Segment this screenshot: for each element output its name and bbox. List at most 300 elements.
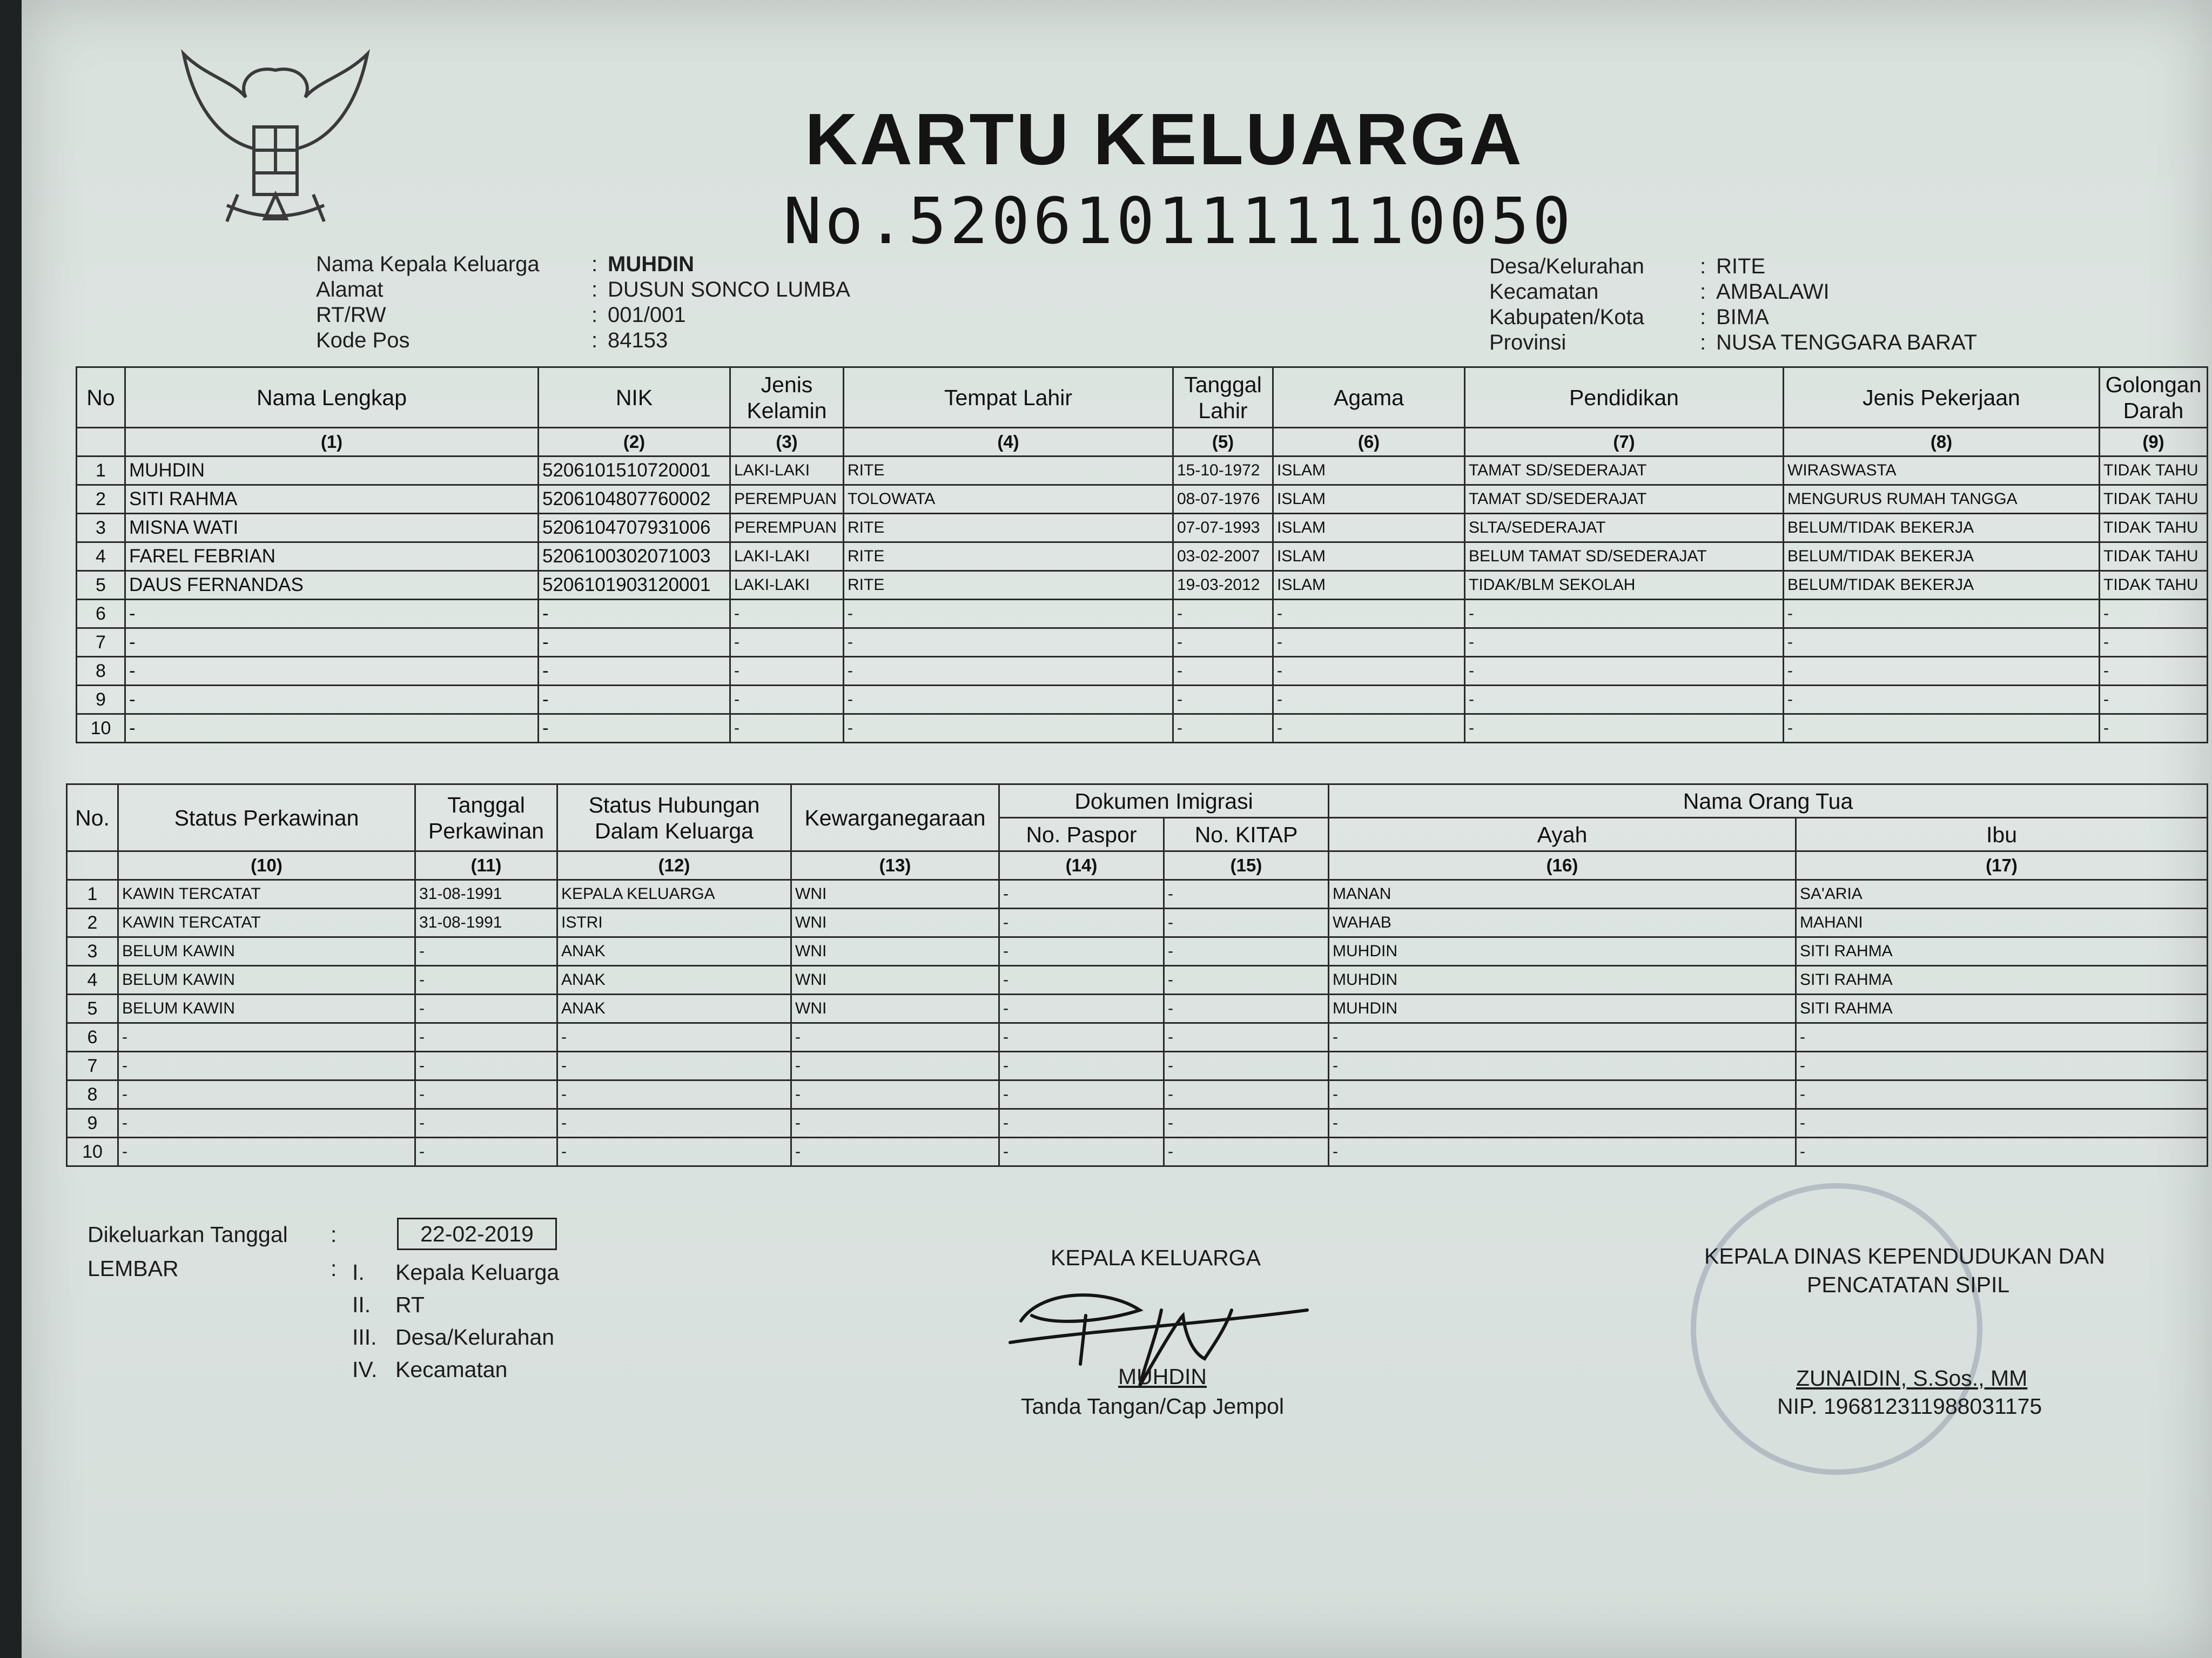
cell-birthplace: RITE	[844, 571, 1173, 600]
cell-religion: ISLAM	[1273, 514, 1465, 542]
status-row	[67, 1052, 2208, 1080]
cell-education: -	[1465, 714, 1784, 743]
cell-gender: -	[730, 657, 844, 686]
member-row	[77, 514, 2208, 542]
cell-mother: SITI RAHMA	[1796, 937, 2208, 966]
cell-passport: -	[999, 1023, 1164, 1052]
cell-marital-status: BELUM KAWIN	[118, 937, 415, 966]
cell-citizenship: WNI	[791, 880, 999, 909]
cell-education: BELUM TAMAT SD/SEDERAJAT	[1465, 542, 1784, 571]
member-row	[77, 657, 2208, 686]
cell-kitap: -	[1164, 880, 1329, 909]
members-table	[76, 366, 2208, 743]
col-header-religion: Agama	[1273, 367, 1465, 428]
cell-name: MUHDIN	[125, 457, 539, 485]
cell-family-relation: -	[557, 1109, 791, 1138]
cell-gender: -	[730, 686, 844, 714]
cell-blood-type: TIDAK TAHU	[2100, 485, 2208, 514]
cell-nik: 5206101903120001	[539, 571, 730, 600]
lembar-label: LEMBAR	[88, 1256, 179, 1281]
cell-blood-type: -	[2100, 686, 2208, 714]
col-header-education: Pendidikan	[1465, 367, 1784, 428]
lembar-text: Kecamatan	[395, 1357, 508, 1382]
cell-mother: -	[1796, 1109, 2208, 1138]
status-row	[67, 1138, 2208, 1166]
cell-family-relation: KEPALA KELUARGA	[557, 880, 791, 909]
cell-passport: -	[999, 909, 1164, 937]
cell-birthdate: -	[1173, 714, 1273, 743]
info-colon: :	[1700, 280, 1706, 304]
card-number: No.5206101111110050	[783, 184, 1574, 258]
col-number: (14)	[999, 851, 1164, 880]
cell-marital-status: -	[118, 1138, 415, 1166]
cell-occupation: -	[1784, 686, 2100, 714]
head-of-family-name: MUHDIN	[1118, 1364, 1207, 1389]
cell-family-relation: ANAK	[557, 995, 791, 1023]
cell-no: 1	[67, 880, 118, 909]
info-value-head-name: MUHDIN	[608, 252, 694, 276]
cell-marital-status: KAWIN TERCATAT	[118, 909, 415, 937]
cell-father: -	[1329, 1138, 1796, 1166]
cell-religion: -	[1273, 686, 1465, 714]
info-row-postcode	[316, 328, 850, 353]
lembar-colon: :	[331, 1256, 337, 1281]
status-row	[67, 995, 2208, 1023]
cell-father: MUHDIN	[1329, 937, 1796, 966]
col-number: (17)	[1796, 851, 2208, 880]
lembar-num: I.	[352, 1260, 365, 1285]
cell-no: 9	[67, 1109, 118, 1138]
official-nip: NIP. 196812311988031175	[1777, 1394, 2042, 1419]
col-number: (7)	[1465, 428, 1784, 457]
col-number: (9)	[2100, 428, 2208, 457]
info-row-district	[1489, 279, 1977, 305]
cell-birthdate: -	[1173, 657, 1273, 686]
col-number: (1)	[125, 428, 539, 457]
member-row	[77, 542, 2208, 571]
info-value-address: DUSUN SONCO LUMBA	[608, 278, 850, 301]
col-number: (10)	[118, 851, 415, 880]
col-header-no: No.	[67, 784, 118, 851]
cell-occupation: -	[1784, 600, 2100, 628]
cell-nik: 5206100302071003	[539, 542, 730, 571]
cell-birthplace: TOLOWATA	[844, 485, 1173, 514]
members-header-row	[77, 367, 2208, 428]
issued-colon: :	[331, 1222, 337, 1247]
member-row	[77, 600, 2208, 628]
cell-kitap: -	[1164, 1052, 1329, 1080]
col-number: (12)	[557, 851, 791, 880]
info-row-rtrw	[316, 303, 850, 328]
lembar-list	[352, 1256, 559, 1386]
official-name: ZUNAIDIN, S.Sos., MM	[1796, 1366, 2028, 1391]
lembar-text: Desa/Kelurahan	[395, 1325, 555, 1350]
cell-father: MUHDIN	[1329, 966, 1796, 995]
cell-no: 2	[67, 909, 118, 937]
col-header-marital-status: Status Perkawinan	[118, 784, 415, 851]
cell-citizenship: WNI	[791, 995, 999, 1023]
cell-birthplace: RITE	[844, 457, 1173, 485]
cell-name: FAREL FEBRIAN	[125, 542, 539, 571]
cell-passport: -	[999, 1080, 1164, 1109]
member-row	[77, 457, 2208, 485]
lembar-num: IV.	[352, 1357, 378, 1382]
cell-name: -	[125, 714, 539, 743]
col-header-immigration-docs: Dokumen Imigrasi	[999, 784, 1329, 818]
cell-no: 4	[77, 542, 125, 571]
cell-blood-type: -	[2100, 600, 2208, 628]
col-header-family-relation: Status Hubungan Dalam Keluarga	[557, 784, 791, 851]
cell-gender: LAKI-LAKI	[730, 457, 844, 485]
col-number: (8)	[1784, 428, 2100, 457]
cell-no: 2	[77, 485, 125, 514]
col-header-citizenship: Kewarganegaraan	[791, 784, 999, 851]
info-row-province	[1489, 330, 1977, 355]
cell-marriage-date: -	[415, 1138, 557, 1166]
cell-name: -	[125, 686, 539, 714]
cell-no: 3	[67, 937, 118, 966]
cell-gender: LAKI-LAKI	[730, 571, 844, 600]
household-info-right	[1489, 254, 1977, 355]
col-header-mother: Ibu	[1796, 818, 2208, 851]
info-label: Kecamatan	[1489, 280, 1599, 304]
cell-education: TAMAT SD/SEDERAJAT	[1465, 485, 1784, 514]
cell-birthplace: -	[844, 686, 1173, 714]
cell-occupation: WIRASWASTA	[1784, 457, 2100, 485]
cell-passport: -	[999, 1109, 1164, 1138]
cell-mother: -	[1796, 1138, 2208, 1166]
cell-no: 7	[77, 628, 125, 657]
document-title: KARTU KELUARGA	[805, 98, 1524, 180]
lembar-item	[352, 1321, 559, 1353]
cell-blood-type: TIDAK TAHU	[2100, 571, 2208, 600]
official-title-1: KEPALA DINAS KEPENDUDUKAN DAN	[1704, 1244, 2106, 1268]
cell-marriage-date: -	[415, 1080, 557, 1109]
cell-religion: -	[1273, 657, 1465, 686]
cell-marriage-date: 31-08-1991	[415, 909, 557, 937]
cell-birthdate: 15-10-1972	[1173, 457, 1273, 485]
cell-mother: -	[1796, 1080, 2208, 1109]
col-number	[67, 851, 118, 880]
cell-no: 4	[67, 966, 118, 995]
lembar-num: II.	[352, 1292, 371, 1317]
cell-name: -	[125, 628, 539, 657]
cell-no: 10	[77, 714, 125, 743]
cell-birthplace: -	[844, 714, 1173, 743]
issued-date: 22-02-2019	[397, 1218, 557, 1250]
cell-marriage-date: -	[415, 1052, 557, 1080]
cell-kitap: -	[1164, 1080, 1329, 1109]
cell-occupation: -	[1784, 714, 2100, 743]
info-value-rtrw: 001/001	[608, 303, 686, 327]
cell-education: TIDAK/BLM SEKOLAH	[1465, 571, 1784, 600]
col-header-passport: No. Paspor	[999, 818, 1164, 851]
col-number: (3)	[730, 428, 844, 457]
cell-mother: SITI RAHMA	[1796, 966, 2208, 995]
cell-no: 3	[77, 514, 125, 542]
cell-marriage-date: -	[415, 995, 557, 1023]
cell-blood-type: TIDAK TAHU	[2100, 457, 2208, 485]
info-label: Kabupaten/Kota	[1489, 305, 1644, 329]
cell-nik: -	[539, 714, 730, 743]
info-row-regency	[1489, 305, 1977, 330]
cell-gender: PEREMPUAN	[730, 514, 844, 542]
col-number	[77, 428, 125, 457]
cell-father: MANAN	[1329, 880, 1796, 909]
cell-family-relation: -	[557, 1052, 791, 1080]
cell-birthplace: -	[844, 657, 1173, 686]
cell-birthdate: 08-07-1976	[1173, 485, 1273, 514]
cell-citizenship: WNI	[791, 966, 999, 995]
cell-birthplace: RITE	[844, 514, 1173, 542]
member-row	[77, 686, 2208, 714]
lembar-item	[352, 1288, 559, 1321]
cell-citizenship: -	[791, 1138, 999, 1166]
cell-passport: -	[999, 880, 1164, 909]
cell-education: -	[1465, 628, 1784, 657]
cell-citizenship: -	[791, 1023, 999, 1052]
cell-occupation: -	[1784, 628, 2100, 657]
cell-no: 5	[67, 995, 118, 1023]
col-number: (16)	[1329, 851, 1796, 880]
household-info-left	[316, 252, 850, 353]
cell-no: 6	[67, 1023, 118, 1052]
member-row	[77, 714, 2208, 743]
cell-mother: MAHANI	[1796, 909, 2208, 937]
cell-gender: PEREMPUAN	[730, 485, 844, 514]
cell-birthdate: -	[1173, 628, 1273, 657]
info-value-district: AMBALAWI	[1716, 280, 1830, 304]
status-row	[67, 966, 2208, 995]
lembar-num: III.	[352, 1325, 377, 1350]
info-colon: :	[591, 278, 598, 301]
col-header-nik: NIK	[539, 367, 730, 428]
cell-mother: -	[1796, 1052, 2208, 1080]
cell-no: 8	[67, 1080, 118, 1109]
cell-birthplace: -	[844, 628, 1173, 657]
cell-gender: -	[730, 628, 844, 657]
col-header-kitap: No. KITAP	[1164, 818, 1329, 851]
info-row-head	[316, 252, 850, 277]
lembar-item	[352, 1353, 559, 1386]
cell-name: DAUS FERNANDAS	[125, 571, 539, 600]
cell-religion: ISLAM	[1273, 485, 1465, 514]
cell-passport: -	[999, 1052, 1164, 1080]
cell-education: -	[1465, 686, 1784, 714]
cell-kitap: -	[1164, 995, 1329, 1023]
cell-occupation: -	[1784, 657, 2100, 686]
cell-citizenship: -	[791, 1109, 999, 1138]
cell-gender: LAKI-LAKI	[730, 542, 844, 571]
info-colon: :	[1700, 331, 1706, 354]
cell-mother: SITI RAHMA	[1796, 995, 2208, 1023]
cell-marital-status: -	[118, 1052, 415, 1080]
cell-citizenship: WNI	[791, 937, 999, 966]
cell-marriage-date: -	[415, 937, 557, 966]
cell-kitap: -	[1164, 966, 1329, 995]
info-value-regency: BIMA	[1716, 305, 1769, 329]
cell-marriage-date: -	[415, 1023, 557, 1052]
status-number-row	[67, 851, 2208, 880]
cell-blood-type: TIDAK TAHU	[2100, 514, 2208, 542]
status-header-row-1	[67, 784, 2208, 818]
cell-no: 6	[77, 600, 125, 628]
col-header-blood-type: Golongan Darah	[2100, 367, 2208, 428]
status-row	[67, 880, 2208, 909]
col-header-name: Nama Lengkap	[125, 367, 539, 428]
cell-blood-type: -	[2100, 657, 2208, 686]
cell-citizenship: -	[791, 1080, 999, 1109]
cell-education: -	[1465, 600, 1784, 628]
cell-religion: ISLAM	[1273, 542, 1465, 571]
col-number: (2)	[539, 428, 730, 457]
cell-blood-type: TIDAK TAHU	[2100, 542, 2208, 571]
cell-marriage-date: -	[415, 966, 557, 995]
info-value-village: RITE	[1716, 254, 1766, 278]
info-label: Nama Kepala Keluarga	[316, 252, 540, 276]
info-label: Kode Pos	[316, 328, 410, 352]
cell-religion: -	[1273, 714, 1465, 743]
cell-nik: -	[539, 657, 730, 686]
cell-citizenship: WNI	[791, 909, 999, 937]
info-label: Alamat	[316, 278, 384, 301]
col-number: (6)	[1273, 428, 1465, 457]
cell-birthdate: -	[1173, 686, 1273, 714]
cell-birthdate: 07-07-1993	[1173, 514, 1273, 542]
cell-family-relation: -	[557, 1023, 791, 1052]
cell-father: -	[1329, 1052, 1796, 1080]
cell-no: 10	[67, 1138, 118, 1166]
cell-birthdate: 19-03-2012	[1173, 571, 1273, 600]
cell-nik: 5206104807760002	[539, 485, 730, 514]
cell-occupation: BELUM/TIDAK BEKERJA	[1784, 571, 2100, 600]
cell-birthdate: 03-02-2007	[1173, 542, 1273, 571]
cell-passport: -	[999, 966, 1164, 995]
lembar-item	[352, 1256, 559, 1288]
cell-education: TAMAT SD/SEDERAJAT	[1465, 457, 1784, 485]
cell-father: -	[1329, 1023, 1796, 1052]
cell-marital-status: -	[118, 1080, 415, 1109]
cell-name: -	[125, 657, 539, 686]
cell-birthplace: -	[844, 600, 1173, 628]
info-row-village	[1489, 254, 1977, 279]
info-colon: :	[591, 303, 598, 327]
cell-marital-status: -	[118, 1109, 415, 1138]
cell-father: WAHAB	[1329, 909, 1796, 937]
cell-father: -	[1329, 1080, 1796, 1109]
info-row-address	[316, 277, 850, 303]
cell-marital-status: BELUM KAWIN	[118, 995, 415, 1023]
member-row	[77, 485, 2208, 514]
cell-family-relation: -	[557, 1138, 791, 1166]
issued-label: Dikeluarkan Tanggal	[88, 1222, 288, 1247]
cell-nik: -	[539, 686, 730, 714]
status-row	[67, 909, 2208, 937]
cell-passport: -	[999, 995, 1164, 1023]
col-header-father: Ayah	[1329, 818, 1796, 851]
cell-mother: SA'ARIA	[1796, 880, 2208, 909]
cell-kitap: -	[1164, 1138, 1329, 1166]
cell-religion: ISLAM	[1273, 571, 1465, 600]
cell-father: MUHDIN	[1329, 995, 1796, 1023]
cell-gender: -	[730, 714, 844, 743]
cell-kitap: -	[1164, 1109, 1329, 1138]
info-colon: :	[591, 252, 598, 276]
cell-no: 5	[77, 571, 125, 600]
cell-nik: 5206104707931006	[539, 514, 730, 542]
status-row	[67, 1080, 2208, 1109]
cell-education: -	[1465, 657, 1784, 686]
lembar-text: RT	[395, 1292, 425, 1317]
cell-no: 8	[77, 657, 125, 686]
signature-caption: Tanda Tangan/Cap Jempol	[1021, 1394, 1285, 1419]
cell-marital-status: BELUM KAWIN	[118, 966, 415, 995]
info-label: Desa/Kelurahan	[1489, 254, 1644, 278]
cell-religion: ISLAM	[1273, 457, 1465, 485]
col-number: (13)	[791, 851, 999, 880]
cell-religion: -	[1273, 628, 1465, 657]
cell-family-relation: ISTRI	[557, 909, 791, 937]
cell-occupation: MENGURUS RUMAH TANGGA	[1784, 485, 2100, 514]
cell-nik: 5206101510720001	[539, 457, 730, 485]
members-number-row	[77, 428, 2208, 457]
cell-blood-type: -	[2100, 714, 2208, 743]
cell-birthdate: -	[1173, 600, 1273, 628]
cell-marriage-date: 31-08-1991	[415, 880, 557, 909]
cell-kitap: -	[1164, 937, 1329, 966]
col-header-gender: Jenis Kelamin	[730, 367, 844, 428]
col-header-birthdate: Tanggal Lahir	[1173, 367, 1273, 428]
cell-kitap: -	[1164, 909, 1329, 937]
cell-name: MISNA WATI	[125, 514, 539, 542]
official-title-2: PENCATATAN SIPIL	[1807, 1272, 2010, 1297]
info-label: Provinsi	[1489, 331, 1566, 354]
cell-family-relation: ANAK	[557, 937, 791, 966]
status-row	[67, 1023, 2208, 1052]
lembar-text: Kepala Keluarga	[395, 1260, 560, 1285]
cell-gender: -	[730, 600, 844, 628]
official-stamp-icon	[1691, 1183, 1982, 1475]
cell-nik: -	[539, 628, 730, 657]
cell-citizenship: -	[791, 1052, 999, 1080]
col-number: (5)	[1173, 428, 1273, 457]
status-row	[67, 937, 2208, 966]
col-number: (4)	[844, 428, 1173, 457]
cell-birthplace: RITE	[844, 542, 1173, 571]
cell-father: -	[1329, 1109, 1796, 1138]
info-label: RT/RW	[316, 303, 386, 327]
info-colon: :	[1700, 305, 1706, 329]
info-value-postcode: 84153	[608, 328, 668, 352]
info-value-province: NUSA TENGGARA BARAT	[1716, 331, 1978, 354]
cell-no: 7	[67, 1052, 118, 1080]
col-header-birthplace: Tempat Lahir	[844, 367, 1173, 428]
cell-name: SITI RAHMA	[125, 485, 539, 514]
info-colon: :	[1700, 254, 1706, 278]
member-row	[77, 571, 2208, 600]
cell-no: 9	[77, 686, 125, 714]
head-of-family-title: KEPALA KELUARGA	[1051, 1245, 1261, 1270]
cell-marriage-date: -	[415, 1109, 557, 1138]
cell-education: SLTA/SEDERAJAT	[1465, 514, 1784, 542]
col-number: (15)	[1164, 851, 1329, 880]
col-header-occupation: Jenis Pekerjaan	[1784, 367, 2100, 428]
cell-name: -	[125, 600, 539, 628]
cell-family-relation: ANAK	[557, 966, 791, 995]
cell-blood-type: -	[2100, 628, 2208, 657]
col-number: (11)	[415, 851, 557, 880]
cell-kitap: -	[1164, 1023, 1329, 1052]
